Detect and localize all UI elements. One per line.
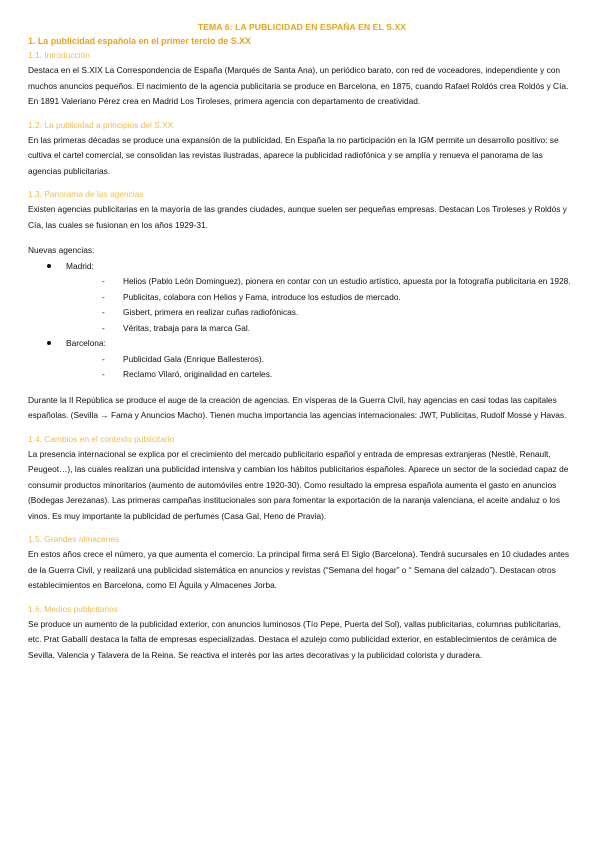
dash-icon: -	[102, 291, 105, 302]
section-1-3-closing: Durante la II República se produce el auge de la creación de agencias. En vísperas de la Guerra Civil, hay agencias en casi todas las capitales españolas. (Sevilla → Fama y Anuncios Macho). Tienen mucha importancia las agencias internacionales: JWT, Publicitas, Rudolf Mosse y Havas.	[28, 394, 567, 420]
list-item: - Publicidad Gala (Enrique Ballesteros).	[66, 352, 576, 368]
list-item: - Publicitas, colabora con Helios y Fama, introduce los estudios de mercado.	[66, 290, 576, 306]
section-1-4-heading: 1.4. Cambios en el contexto publicitario	[28, 433, 175, 444]
section-1-1-text: Destaca en el S.XIX La Correspondencia de España (Marqués de Santa Ana), un periódico barato, con red de voceadores, independiente y con muchos anuncios pequeños. El nacimiento de la agencia publicitaria se produce en Barcelona, en 1875, cuando Rafael Roldós crea Roldós y Cía. En 1891 Valeriano Pérez crea en Madrid Los Tiroleses, primera agencia con departamento de creatividad.	[28, 65, 569, 106]
list-item: - Reclamo Vilaró, originalidad en carteles.	[66, 367, 576, 383]
city-label: Barcelona:	[66, 338, 106, 348]
section-1-5-heading: 1.5. Grandes almacenes	[28, 534, 120, 544]
section-1-3-intro: Existen agencias publicitarias en la mayoría de las grandes ciudades, aunque suelen ser pequeñas empresas. Destacan Los Tiroleses y Roldós y Cía, las cuales se fusionan en los años 1929-31.	[28, 204, 567, 230]
dash-icon: -	[102, 322, 105, 333]
list-item: - Gisbert, primera en realizar cuñas radiofónicas.	[66, 305, 576, 321]
bullet-icon	[47, 264, 51, 268]
dash-icon: -	[102, 307, 105, 317]
dash-icon: -	[102, 276, 105, 286]
barcelona-agencies-list	[66, 352, 576, 383]
section-1-2-heading: 1.2. La publicidad a principios del S.XX	[28, 119, 174, 130]
madrid-agencies-list	[66, 274, 576, 336]
list-item: - Véritas, trabaja para la marca Gal.	[66, 321, 576, 337]
section-1-4-text: La presencia internacional se explica por el crecimiento del mercado publicitario español y entrada de empresas extranjeras (Nestlé, Renault, Peugeot…), las cuales realizan una publicidad intensiva y cambian los hábitos publicitarios españoles. Aparece un sector de la sociedad capaz de consumir productos minoritarios (aumento de automóviles entre 1920-30). Como resultado la empresa española aumenta el gasto en anuncios (Bodegas Jerezanas). Las primeras campañas institucionales son para fomentar la exportación de la naranja valenciana, el aceite andaluz o los vinos. Es muy importante la publicidad de perfumes (Casa Gal, Heno de Pravia).	[28, 448, 569, 521]
section-1-2-text: En las primeras décadas se produce una expansión de la publicidad. En España la no participación en la IGM permite un desarrollo positivo: se cultiva el cartel comercial, se consolidan las revistas ilustradas, aparece la publicidad radiofónica y se amplía y renueva el panorama de las agencias publicitarias.	[28, 134, 559, 176]
bullet-icon	[47, 341, 51, 345]
section-1-5-text: En estos años crece el número, ya que aumenta el comercio. La principal firma será El Siglo (Barcelona). Tendrá sucursales en 10 ciudades antes de la Guerra Civil, y realizará una publicidad sistemática en anuncios y revistas (“Semana del hogar” o “ Semana del calzado”). Destacan otros establecimientos en Barcelona, como El Águila y Almacenes Jorba.	[28, 549, 570, 590]
section-1-1-heading: 1.1. Introducción	[28, 50, 90, 60]
agencies-city-list	[28, 259, 576, 383]
document-title: TEMA 6: LA PUBLICIDAD EN ESPAÑA EN EL S.XX	[197, 22, 407, 32]
list-item: - Helios (Pablo León Dominguez), pionera en contar con un estudio artístico, apuesta por la fotografía publicitaria en 1928.	[66, 274, 576, 290]
new-agencies-label: Nuevas agencias:	[28, 245, 95, 255]
document-page	[28, 22, 576, 663]
section-1-heading: 1. La publicidad española en el primer tercio de S.XX	[28, 36, 251, 46]
dash-icon: -	[102, 369, 105, 379]
section-1-6-text: Se produce un aumento de la publicidad exterior, con anuncios luminosos (Tío Pepe, Puerta del Sol), vallas publicitarias, columnas publicitarias, etc. Prat Gaballí destaca la falta de empresas especializadas. Destaca el azulejo como publicidad exterior, en establecimientos de cerámica de Sevilla, Valencia y Talavera de la Reina. Se reactiva el interés por las artes decorativas y la publicidad colorista y duradera.	[28, 618, 561, 660]
city-item-barcelona	[28, 336, 576, 383]
city-item-madrid	[28, 259, 576, 337]
dash-icon: -	[102, 353, 105, 364]
section-1-3-heading: 1.3. Panorama de las agencias	[28, 189, 144, 199]
section-1-6-heading: 1.6. Medios publicitarios	[28, 603, 118, 614]
city-label: Madrid:	[66, 260, 94, 271]
